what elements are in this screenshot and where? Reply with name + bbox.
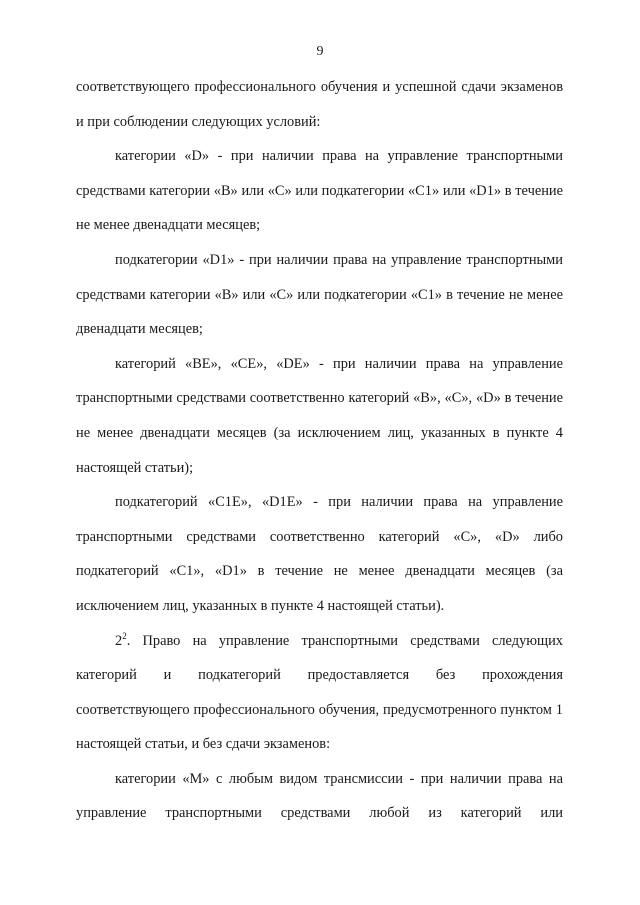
page-number: 9 — [316, 44, 324, 59]
clause-number: 2 — [115, 632, 123, 649]
document-body — [76, 70, 563, 831]
paragraph-clause-2-2 — [76, 624, 563, 762]
clause-text: . Право на управление транспортными средствами следующих категорий и подкатегорий предоставляется без прохождения соответствующего профессионального обучения, предусмотренного пунктом 1 настоящей статьи, и без сдачи экзаменов: — [76, 632, 563, 753]
paragraph-subcategory-d1: подкатегории «D1» - при наличии права на управление транспортными средствами категории «B» или «C» или подкатегории «C1» в течение не менее двенадцати месяцев; — [76, 251, 563, 338]
paragraph-continuation: соответствующего профессионального обучения и успешной сдачи экзаменов и при соблюдении следующих условий: — [76, 79, 563, 130]
paragraph-category-d: категории «D» - при наличии права на управление транспортными средствами категории «B» или «C» или подкатегории «C1» или «D1» в течение не менее двенадцати месяцев; — [76, 148, 563, 234]
paragraph-category-m: категории «M» с любым видом трансмиссии - при наличии права на управление транспортными средствами любой из категорий или — [76, 770, 563, 822]
paragraph-subcategories-c1e-d1e: подкатегорий «C1E», «D1E» - при наличии права на управление транспортными средствами соответственно категорий «C», «D» либо подкатегорий «C1», «D1» в течение не менее двенадцати месяцев (за исключением лиц, указанных в пункте 4 настоящей статьи). — [76, 494, 563, 614]
clause-number-superscript: 2 — [122, 630, 127, 641]
paragraph-categories-be-ce-de: категорий «BE», «CE», «DE» - при наличии права на управление транспортными средствами соответственно категорий «B», «C», «D» в течение не менее двенадцати месяцев (за исключением лиц, указанных в пункте 4 настоящей статьи); — [76, 355, 563, 476]
